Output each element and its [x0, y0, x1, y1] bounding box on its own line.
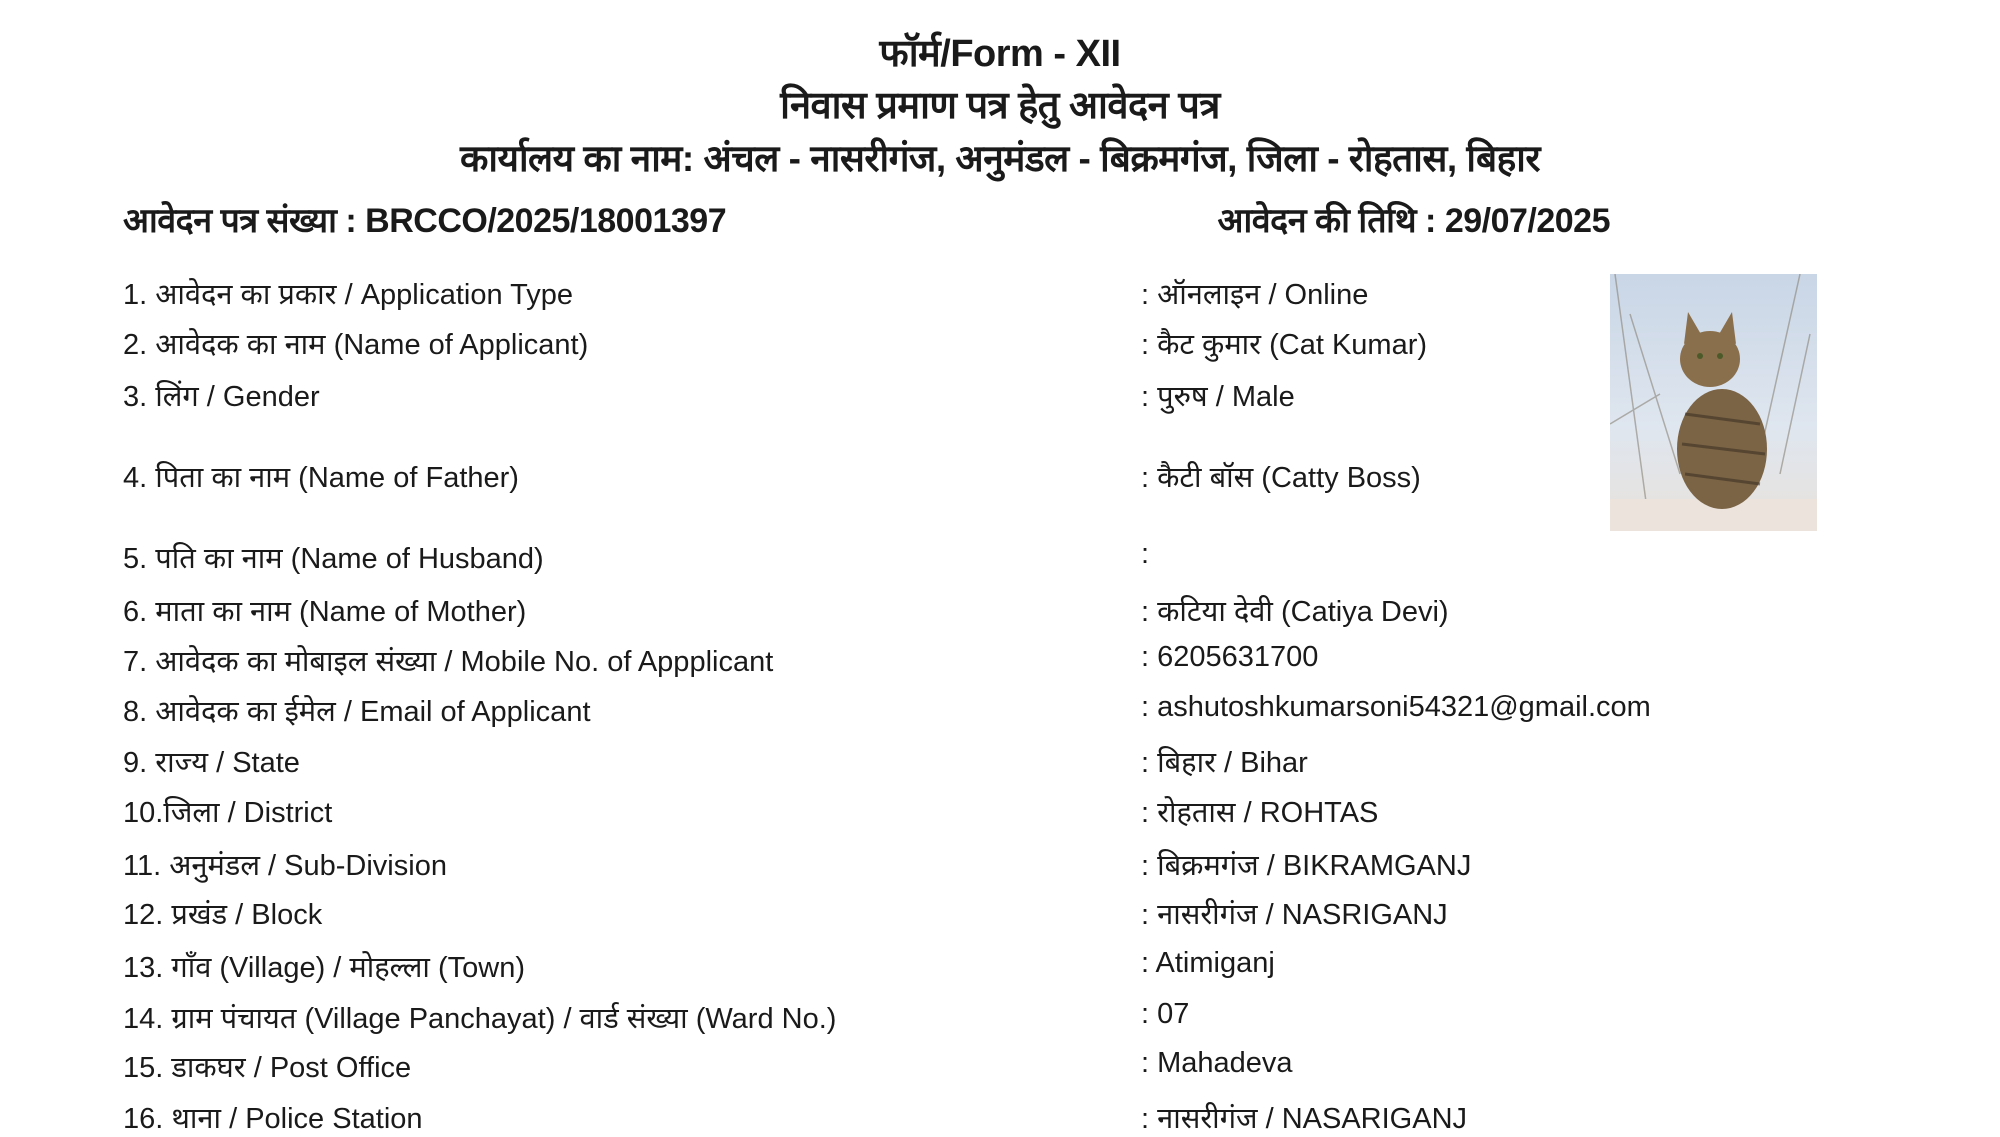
field-value: : कैटी बॉस (Catty Boss): [1141, 462, 1421, 494]
office-name: कार्यालय का नाम: अंचल - नासरीगंज, अनुमंडल - बिक्रमगंज, जिला - रोहतास, बिहार: [460, 138, 1540, 179]
field-label: 8. आवेदक का ईमेल / Email of Applicant: [123, 696, 591, 728]
field-value: : कैट कुमार (Cat Kumar): [1141, 329, 1428, 361]
field-label: 3. लिंग / Gender: [123, 381, 320, 413]
field-label: 4. पिता का नाम (Name of Father): [123, 462, 519, 494]
field-value: : पुरुष / Male: [1141, 381, 1295, 413]
field-value: : बिहार / Bihar: [1141, 747, 1308, 779]
field-value: : रोहतास / ROHTAS: [1141, 797, 1379, 829]
field-label: 5. पति का नाम (Name of Husband): [123, 543, 544, 575]
form-subtitle: निवास प्रमाण पत्र हेतु आवेदन पत्र: [780, 85, 1220, 127]
field-label: 11. अनुमंडल / Sub-Division: [123, 850, 447, 882]
field-value: : बिक्रमगंज / BIKRAMGANJ: [1141, 850, 1472, 882]
field-label: 6. माता का नाम (Name of Mother): [123, 596, 527, 628]
field-value: : Atimiganj: [1141, 947, 1275, 979]
field-label: 16. थाना / Police Station: [123, 1103, 423, 1135]
field-label: 12. प्रखंड / Block: [123, 899, 323, 931]
field-value: : नासरीगंज / NASRIGANJ: [1141, 899, 1448, 931]
field-label: 2. आवेदक का नाम (Name of Applicant): [123, 329, 589, 361]
applicant-photo: [1610, 274, 1817, 531]
application-date: आवेदन की तिथि : 29/07/2025: [1217, 202, 1610, 240]
form-title: फॉर्म/Form - XII: [879, 33, 1121, 75]
field-value: : 07: [1141, 998, 1190, 1030]
field-value: : ashutoshkumarsoni54321@gmail.com: [1141, 691, 1651, 723]
field-value: : नासरीगंज / NASARIGANJ: [1141, 1103, 1468, 1135]
field-value: :: [1141, 538, 1150, 570]
field-value: : Mahadeva: [1141, 1047, 1293, 1079]
field-label: 15. डाकघर / Post Office: [123, 1052, 412, 1084]
field-value: : ऑनलाइन / Online: [1141, 279, 1369, 311]
field-value: : कटिया देवी (Catiya Devi): [1141, 596, 1449, 628]
field-label: 14. ग्राम पंचायत (Village Panchayat) / वार्ड संख्या (Ward No.): [123, 1003, 837, 1035]
field-label: 9. राज्य / State: [123, 747, 300, 779]
field-label: 13. गाँव (Village) / मोहल्ला (Town): [123, 952, 525, 984]
field-value: : 6205631700: [1141, 641, 1319, 673]
field-label: 7. आवेदक का मोबाइल संख्या / Mobile No. of Appplicant: [123, 646, 774, 678]
application-number: आवेदन पत्र संख्या : BRCCO/2025/18001397: [123, 202, 727, 240]
field-label: 10.जिला / District: [123, 797, 333, 829]
field-label: 1. आवेदन का प्रकार / Application Type: [123, 279, 573, 311]
